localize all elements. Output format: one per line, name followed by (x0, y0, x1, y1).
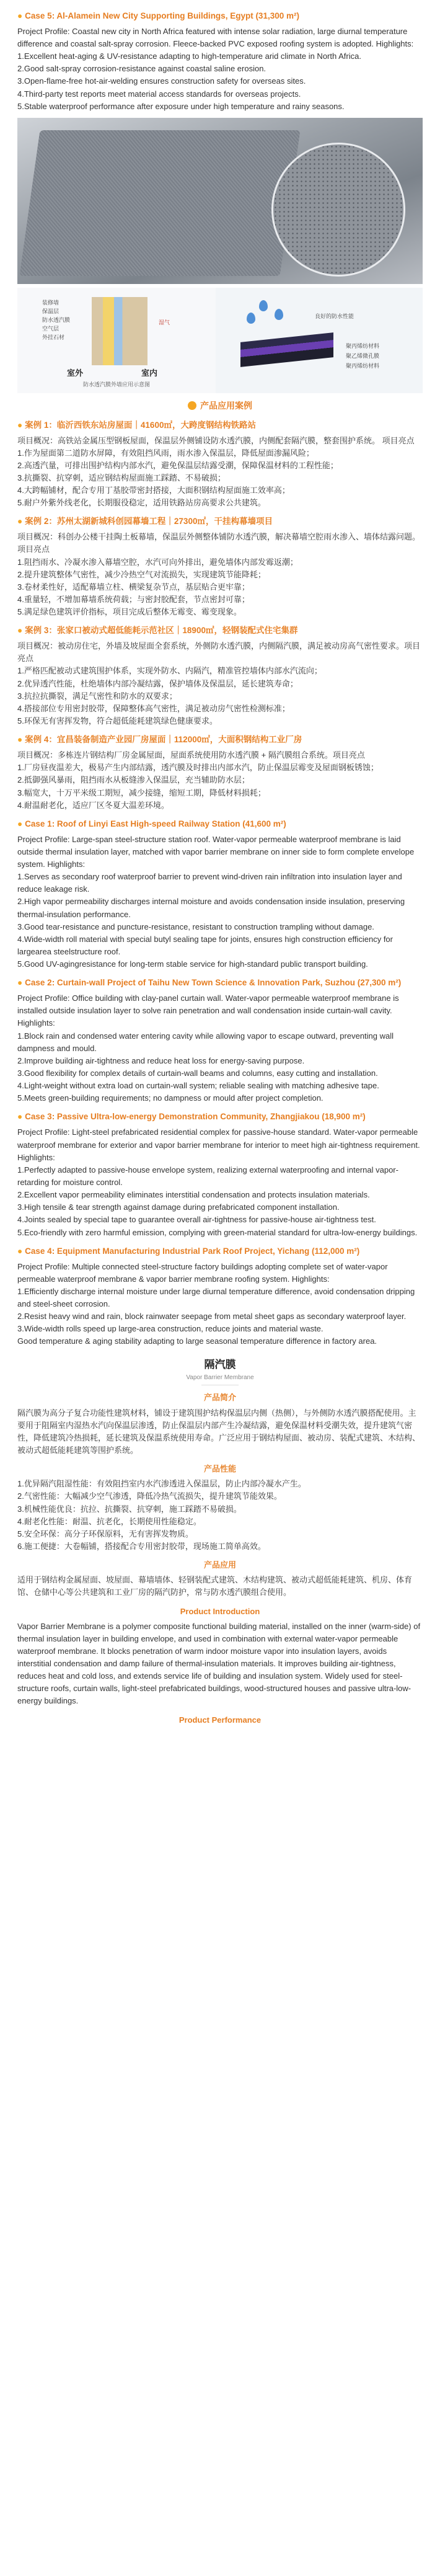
cn-case-line: 项目概况：多栋连片钢结构厂房金属屋面，屋面系统使用防水透汽膜 + 隔汽膜组合系统。项目亮点 (17, 750, 365, 760)
cn-case-line: 项目概况：科创办公楼干挂陶土板幕墙，保温层外侧整体铺防水透汽膜，解决幕墙空腔雨水渗入、墙体结露问题。 项目亮点 (17, 532, 421, 554)
en-case-title: ● Case 1: Roof of Linyi East High-speed Railway Station (41,600 m²) (17, 819, 286, 828)
product-title: 隔汽膜 (204, 1358, 236, 1370)
cn-case-line: 4.大跨幅铺材，配合专用丁基胶带密封搭接，大面积钢结构屋面施工效率高； (17, 486, 290, 495)
cn-case-title: ● 案例 4：宜昌装备制造产业园厂房屋面｜112000㎡，大面积钢结构工业厂房 (17, 735, 302, 745)
cn-case-line: 3.抗拉抗撕裂，满足气密性和防水的双要求； (17, 691, 177, 701)
en-case-line: 2.Excellent vapor permeability eliminates interstitial condensation and protects insulation materials. (17, 1190, 370, 1200)
case5-body (17, 25, 423, 113)
en-case (17, 1111, 423, 1238)
diagram-caption: 防水透汽膜外墙应用示意图 (82, 381, 150, 388)
cn-case-line: 项目概况：被动房住宅，外墙及坡屋面全套系统，外侧防水透汽膜，内侧隔汽膜，满足被动房高气密性要求。项目亮点 (17, 641, 421, 664)
en-case-line: 3.Wide-width rolls speed up large-area construction, reduce joints and material waste. (17, 1324, 323, 1334)
wall-section-image (92, 297, 147, 365)
en-case-line: 3.Good flexibility for complex details of curtain-wall beams and columns, easy cutting and installation. (17, 1068, 378, 1078)
case5-line: 1.Excellent heat-aging & UV-resistance adapting to high-temperature arid climate in North Africa. (17, 51, 361, 61)
cn-case-line: 4.重量轻，不增加幕墙系统荷载；与密封胶配套，节点密封可靠； (17, 594, 250, 604)
en-case-line: 4.Joints sealed by special tape to guarantee overall air-tightness for passive-house air-tightness test. (17, 1215, 376, 1225)
en-case (17, 977, 423, 1104)
layer-diagram (216, 288, 423, 393)
membrane-roll-image (19, 130, 300, 276)
cases-heading: 产品应用案例 (17, 399, 423, 413)
case5-line: 5.Stable waterproof performance after exposure under high temperature and rainy seasons. (17, 101, 345, 111)
moisture-label: 湿气 (159, 319, 170, 326)
en-case-line: 5.Good UV-agingresistance for long-term stable service for high-standard public transport building. (17, 959, 368, 969)
en-case-line: Project Profile: Office building with clay-panel curtain wall. Water-vapor permeable waterproof membrane is installed outside insulation layer to solve rain penetration and wall condensation inside curtain-wall cavity. Highlights: (17, 993, 399, 1028)
cn-case-line: 5.耐户外紫外线老化，长期服役稳定，适用铁路站房高要求公共建筑。 (17, 498, 266, 508)
water-drop-icon (247, 313, 255, 324)
feature-line: 5.安全环保：高分子环保原料，无有害挥发物质。 (17, 1529, 193, 1539)
feature-line: 6.施工便捷：大卷幅铺，搭接配合专用密封胶带，现场施工简单高效。 (17, 1541, 266, 1551)
cn-case-line: 4.搭接部位专用密封胶带，保障整体高气密性，满足被动房气密性检测标准； (17, 703, 290, 713)
cn-case-title: ● 案例 1：临沂西铁东站房屋面｜41600㎡，大跨度钢结构铁路站 (17, 420, 256, 430)
layer-label: 聚丙烯纺材料 (346, 342, 380, 349)
cn-case-line: 4.耐温耐老化，适应厂区冬夏大温差环境。 (17, 800, 169, 810)
diagram-label: 保温层 (42, 308, 59, 314)
waterproof-label: 良好的防水性能 (315, 313, 354, 319)
en-case-line: Project Profile: Large-span steel-structure station roof. Water-vapor permeable waterproof membrane is laid outside thermal insulation layer, matched with vapor barrier membrane on inner side to form complete envelope system. Highlights: (17, 834, 415, 869)
product-subtitle: Vapor Barrier Membrane (186, 1374, 254, 1381)
en-case-line: 2.High vapor permeability discharges internal moisture and avoids condensation inside insulation, preserving thermal-insulation performance. (17, 897, 405, 919)
feature-line: 3.机械性能优良：抗拉、抗撕裂、抗穿刺，施工踩踏不易破损。 (17, 1504, 242, 1514)
cn-case-line: 1.严格匹配被动式建筑围护体系，实现外防水、内隔汽，精准管控墙体内部水汽流向； (17, 666, 322, 676)
en-case-line: Good temperature & aging stability adapting to large seasonal temperature difference in factory area. (17, 1336, 377, 1346)
water-drop-icon (275, 309, 283, 320)
en-case-title: ● Case 4: Equipment Manufacturing Industrial Park Roof Project, Yichang (112,000 m²) (17, 1246, 360, 1256)
diagram-label: 外挂石材 (42, 334, 65, 340)
en-case-line: 3.High tensile & tear strength against damage during prefabricated component installation. (17, 1202, 340, 1212)
diagram-label: 装修墙 (42, 299, 59, 306)
cn-case-line: 2.抵御强风暴雨，阻挡雨水从板缝渗入保温层，充当辅助防水层； (17, 775, 250, 785)
case5-title: ● Case 5: Al-Alamein New City Supporting Buildings, Egypt (31,300 m²) (17, 11, 299, 20)
cn-case (17, 419, 423, 510)
inside-label: 室内 (141, 368, 158, 378)
cn-case (17, 515, 423, 618)
diagram-row (17, 288, 423, 393)
bulb-icon (188, 401, 196, 410)
cn-case-line: 3.幅宽大，十万平米级工期短，减少接缝，缩短工期，降低材料损耗； (17, 788, 266, 797)
cn-case-line: 项目概况：高铁站金属压型钢板屋面，保温层外侧铺设防水透汽膜，内侧配套隔汽膜，整套围护系统。 项目亮点 (17, 435, 415, 445)
wall-diagram (17, 288, 216, 393)
intro-heading: 产品简介 (203, 1393, 236, 1403)
en-case-line: 3.Good tear-resistance and puncture-resistance, resistant to construction trampling without damage. (17, 922, 374, 931)
en-case-line: 1.Efficiently discharge internal moisture under large diurnal temperature difference, avoid condensation dripping and steel-sheet corrosion. (17, 1286, 415, 1308)
en-case-line: 2.Resist heavy wind and rain, block rainwater seepage from metal sheet gaps as secondary waterproof layer. (17, 1312, 407, 1321)
en-performance-heading: Product Performance (178, 1715, 262, 1725)
cn-case-line: 1.阻挡雨水、冷凝水渗入幕墙空腔，水汽可向外排出，避免墙体内部发霉返潮； (17, 557, 298, 567)
membrane-zoom-image (271, 143, 405, 277)
en-case-line: 5.Eco-friendly with zero harmful emission, complying with green-material standard for ultra-low-energy buildings. (17, 1227, 418, 1237)
cn-case (17, 624, 423, 727)
cn-case-line: 5.满足绿色建筑评价指标，项目完成后整体无霉变、霉变现象。 (17, 607, 242, 617)
cn-case-line: 1.作为屋面第二道防水屏障，有效阻挡风雨，雨水渗入保温层，降低屋面渗漏风险； (17, 448, 314, 458)
en-case-title: ● Case 2: Curtain-wall Project of Taihu New Town Science & Innovation Park, Suzhou (27,300 m²) (17, 978, 402, 988)
en-intro-heading: Product Introduction (180, 1606, 260, 1616)
en-case-line: 2.Improve building air-tightness and reduce heat loss for energy-saving purpose. (17, 1055, 305, 1065)
en-case-line: 4.Wide-width roll material with special butyl sealing tape for joints, ensures high construction efficiency for largearea steelstructure roof. (17, 934, 393, 956)
cn-case-line: 2.提升建筑整体气密性，减少冷热空气对流损失，实现建筑节能降耗； (17, 569, 266, 579)
en-case-line: 1.Perfectly adapted to passive-house envelope system, realizing external waterproofing and internal vapor-retarding for moisture control. (17, 1165, 398, 1187)
feature-line: 2.气密性能：大幅减少空气渗透，降低冷热气流损失，提升建筑节能效果。 (17, 1491, 282, 1501)
cn-case-line: 1.厂房昼夜温差大，极易产生内部结露，透汽膜及时排出内部水汽，防止保温层霉变及屋面钢板锈蚀； (17, 763, 379, 773)
product-photo (17, 118, 423, 284)
en-case-line: Project Profile: Multiple connected steel-structure factory buildings adopting complete set of water-vapor permeable waterproof membrane & vapor barrier membrane roofing system. Highlights: (17, 1261, 388, 1284)
en-case-line: 5.Meets green-building requirements; no dampness or mould after project completion. (17, 1093, 323, 1103)
application-text: 适用于钢结构金属屋面、坡屋面、幕墙墙体、轻钢装配式建筑、木结构建筑、被动式超低能耗建筑、机房、体育馆、仓储中心等公共建筑和工业厂房的隔汽防护，常与防水透汽膜组合使用。 (17, 1575, 413, 1597)
water-drop-icon (259, 300, 268, 311)
en-case-line: Project Profile: Light-steel prefabricated residential complex for passive-house standard. Water-vapor permeable waterproof membrane for exterior and vapor barrier membrane for interior to meet high air-tightness requirement. Highlights: (17, 1127, 420, 1162)
features-heading: 产品性能 (203, 1464, 236, 1474)
feature-line: 4.耐老化性能：耐温、抗老化，长期使用性能稳定。 (17, 1516, 201, 1526)
en-case (17, 1245, 423, 1348)
cn-case-title: ● 案例 2：苏州太湖新城科创园幕墙工程｜27300㎡，干挂构幕墙项目 (17, 517, 273, 526)
case5-line: Project Profile: Coastal new city in North Africa featured with intense solar radiation, large diurnal temperature difference and coastal salt-spray corrosion. Fleece-backed PVC exposed roofing system is adopted. Highlights: (17, 26, 414, 49)
en-case (17, 818, 423, 970)
membrane-layers-image (240, 332, 333, 367)
cn-case-line: 5.环保无有害挥发物，符合超低能耗建筑绿色健康要求。 (17, 716, 218, 726)
application-heading: 产品应用 (203, 1560, 236, 1570)
en-case-line: 1.Serves as secondary roof waterproof barrier to prevent wind-driven rain infiltration into insulation layer and reduce leakage risk. (17, 872, 402, 894)
layer-label: 聚丙烯纺材料 (346, 362, 380, 369)
en-case-line: 1.Block rain and condensed water entering cavity while allowing vapor to escape outward, preventing wall dampness and mould. (17, 1031, 394, 1053)
en-case-line: 4.Light-weight without extra load on curtain-wall system; reliable sealing with matching adhesive tape. (17, 1081, 379, 1091)
diagram-label: 防水透汽膜 (42, 316, 71, 323)
en-intro-text: Vapor Barrier Membrane is a polymer composite functional building material, installed on the inner (warm-side) of thermal insulation layer in building envelope, and used in combination with external water-vapor permeable waterproof membrane. It blocks penetration of warm indoor moisture vapor into insulation layers, avoids interstitial condensation and damp failure of thermal-insulation materials. It improves building air-tightness, reduces heat and cold loss, and extends service life of building and insulation system. Widely used for steel-structure roofs, curtain walls, light-steel prefabricated buildings, wood-structured houses and passive ultra-low-energy buildings. (17, 1621, 421, 1706)
outside-label: 室外 (67, 368, 84, 378)
cn-case-line: 2.高透汽量，可排出围护结构内部水汽，避免保温层结露受潮，保障保温材料的工程性能； (17, 460, 338, 470)
diagram-label: 空气层 (42, 325, 59, 332)
cn-case (17, 734, 423, 812)
intro-text: 隔汽膜为高分子复合功能性建筑材料，铺设于建筑围护结构保温层内侧（热侧），与外侧防水透汽膜搭配使用。主要用于阻隔室内湿热水汽向保温层渗透，防止保温层内部产生冷凝结露，避免保温材料受潮失效，提升建筑气密性，降低建筑冷热损耗，延长建筑及保温系统使用寿命。广泛应用于钢结构屋面、被动房、装配式建筑、木结构、被动式超低能耗建筑等围护系统。 (17, 1408, 421, 1455)
cn-case-line: 3.卷材柔性好，适配幕墙立柱、横梁复杂节点，基层贴合更牢靠； (17, 582, 250, 592)
case5-line: 3.Open-flame-free hot-air-welding ensures construction safety for overseas sites. (17, 76, 306, 86)
cn-case-line: 2.优异透汽性能，杜绝墙体内部冷凝结露，保护墙体及保温层，延长建筑寿命； (17, 678, 298, 688)
cn-case-title: ● 案例 3：张家口被动式超低能耗示范社区｜18900㎡，轻钢装配式住宅集群 (17, 626, 298, 636)
feature-line: 1.优异隔汽阻湿性能：有效阻挡室内水汽渗透进入保温层，防止内部冷凝水产生。 (17, 1479, 306, 1489)
en-case-title: ● Case 3: Passive Ultra-low-energy Demonstration Community, Zhangjiakou (18,900 m²) (17, 1112, 366, 1122)
layer-label: 聚乙烯微孔膜 (346, 352, 380, 359)
case5-line: 4.Third-party test reports meet material access standards for overseas projects. (17, 89, 301, 99)
case5-line: 2.Good salt-spray corrosion-resistance against coastal saline erosion. (17, 64, 266, 74)
cn-case-line: 3.抗撕裂、抗穿刺，适应钢结构屋面施工踩踏、不易破损； (17, 473, 226, 482)
